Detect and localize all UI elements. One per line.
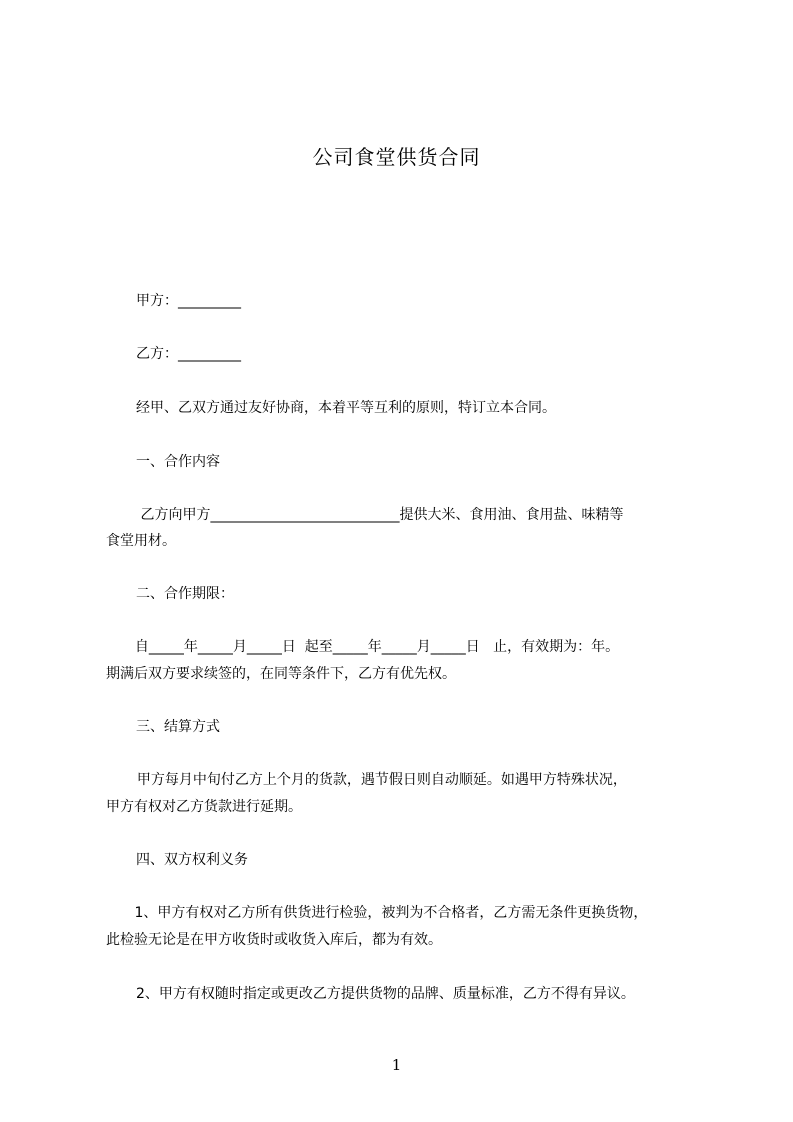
party-b-line: 乙方：_________ xyxy=(136,346,241,362)
section-body-line: 乙方向甲方___________________________提供大米、食用油、食用盐、味精等 xyxy=(136,507,624,523)
section-body-line: 自_____年_____月_____日 起至_____年_____月_____日 止，有效期为：年。 xyxy=(126,639,620,655)
section-heading-settlement: 三、结算方式 xyxy=(136,719,220,735)
section-body-line: 此检验无论是在甲方收货时或收货入库后，都为有效。 xyxy=(106,932,442,948)
section-body-line: 食堂用材。 xyxy=(106,533,176,549)
section-body-line: 期满后双方要求续签的，在同等条件下，乙方有优先权。 xyxy=(106,666,456,682)
section-body-line: 甲方每月中旬付乙方上个月的货款，遇节假日则自动顺延。如遇甲方特殊状况， xyxy=(128,772,627,788)
party-a-line: 甲方：_________ xyxy=(136,293,241,309)
section-body-line: 2、甲方有权随时指定或更改乙方提供货物的品牌、质量标准，乙方不得有异议。 xyxy=(136,986,635,1002)
intro-paragraph: 经甲、乙双方通过友好协商，本着平等互利的原则，特订立本合同。 xyxy=(136,400,556,416)
page-number: 1 xyxy=(391,1056,402,1074)
section-body-line: 甲方有权对乙方货款进行延期。 xyxy=(106,799,302,815)
section-heading-term: 二、合作期限： xyxy=(136,586,234,602)
document-title: 公司食堂供货合同 xyxy=(312,145,481,169)
section-heading-rights: 四、双方权利义务 xyxy=(136,852,248,868)
section-body-line: 1、甲方有权对乙方所有供货进行检验，被判为不合格者，乙方需无条件更换货物， xyxy=(130,905,648,921)
section-heading-cooperation: 一、合作内容 xyxy=(136,454,220,470)
